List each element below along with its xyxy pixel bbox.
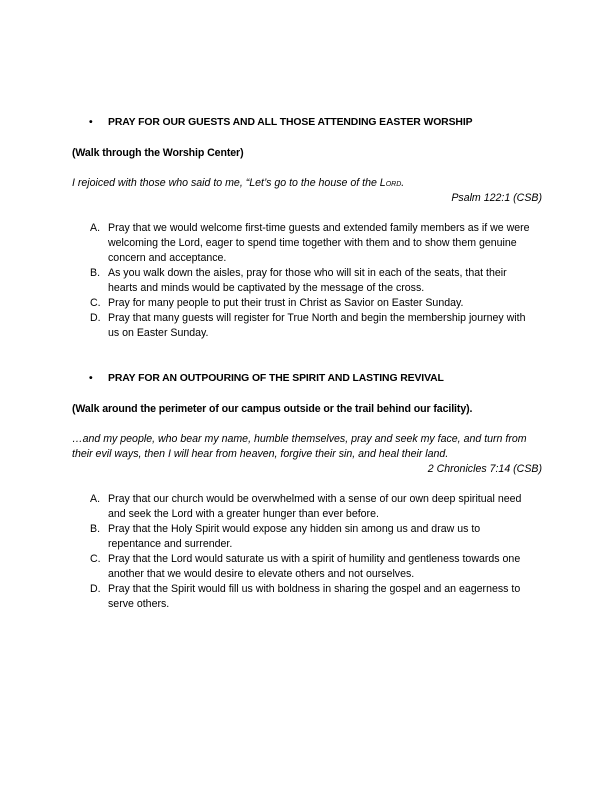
section-revival [72, 371, 542, 612]
list-text: Pray that the Spirit would fill us with boldness in sharing the gospel and an eagerness to serve others. [108, 583, 521, 610]
list-item [72, 311, 542, 341]
scripture-verse: …and my people, who bear my name, humble themselves, pray and seek my face, and turn from their evil ways, then I will hear from heaven, forgive their sin, and heal their land. [72, 433, 527, 460]
scripture-verse [72, 176, 542, 191]
list-text: Pray that the Holy Spirit would expose any hidden sin among us and draw us to repentance and surrender. [108, 523, 481, 550]
prayer-list [72, 492, 542, 612]
section-guests [72, 115, 542, 341]
bullet-icon: • [89, 373, 93, 384]
list-letter: D. [90, 583, 101, 595]
section-heading [89, 371, 542, 386]
list-item [72, 522, 542, 552]
list-letter: C. [90, 297, 101, 309]
list-text: Pray that our church would be overwhelmed with a sense of our own deep spiritual need and seek the Lord with a greater hunger than ever before. [108, 493, 522, 520]
list-item [72, 266, 542, 296]
list-text: Pray that we would welcome first-time guests and extended family members as if we were welcoming the Lord, eager to spend time together with them and to show them genuine concern and acceptance. [108, 222, 530, 264]
heading-text: PRAY FOR OUR GUESTS AND ALL THOSE ATTENDING EASTER WORSHIP [108, 117, 473, 128]
verse-end: . [401, 177, 405, 189]
list-item [72, 552, 542, 582]
list-text: Pray for many people to put their trust in Christ as Savior on Easter Sunday. [108, 297, 464, 309]
list-text: As you walk down the aisles, pray for those who will sit in each of the seats, that their hearts and minds would be captivated by the message of the cross. [108, 267, 507, 294]
list-text: Pray that the Lord would saturate us with a spirit of humility and gentleness towards one another that we would desire to elevate others and not ourselves. [108, 553, 521, 580]
list-item [72, 492, 542, 522]
list-letter: A. [90, 222, 101, 234]
instruction-text: (Walk through the Worship Center) [72, 147, 244, 159]
verse-lord: Lord [379, 177, 402, 189]
list-letter: B. [90, 267, 101, 279]
heading-text: PRAY FOR AN OUTPOURING OF THE SPIRIT AND LASTING REVIVAL [108, 373, 444, 384]
instruction-text: (Walk around the perimeter of our campus outside or the trail behind our facility). [72, 403, 473, 415]
list-item [72, 582, 542, 612]
list-item [72, 221, 542, 266]
prayer-list [72, 221, 542, 341]
list-letter: C. [90, 553, 101, 565]
list-letter: B. [90, 523, 101, 535]
list-letter: A. [90, 493, 101, 505]
verse-text: I rejoiced with those who said to me, “Let’s go to the house of the [72, 177, 380, 189]
list-letter: D. [90, 312, 101, 324]
bullet-icon: • [89, 117, 93, 128]
scripture-reference: Psalm 122:1 (CSB) [451, 192, 542, 204]
section-heading [89, 115, 542, 130]
list-item [72, 296, 542, 311]
scripture-reference: 2 Chronicles 7:14 (CSB) [427, 463, 542, 475]
list-text: Pray that many guests will register for True North and begin the membership journey with us on Easter Sunday. [108, 312, 526, 339]
